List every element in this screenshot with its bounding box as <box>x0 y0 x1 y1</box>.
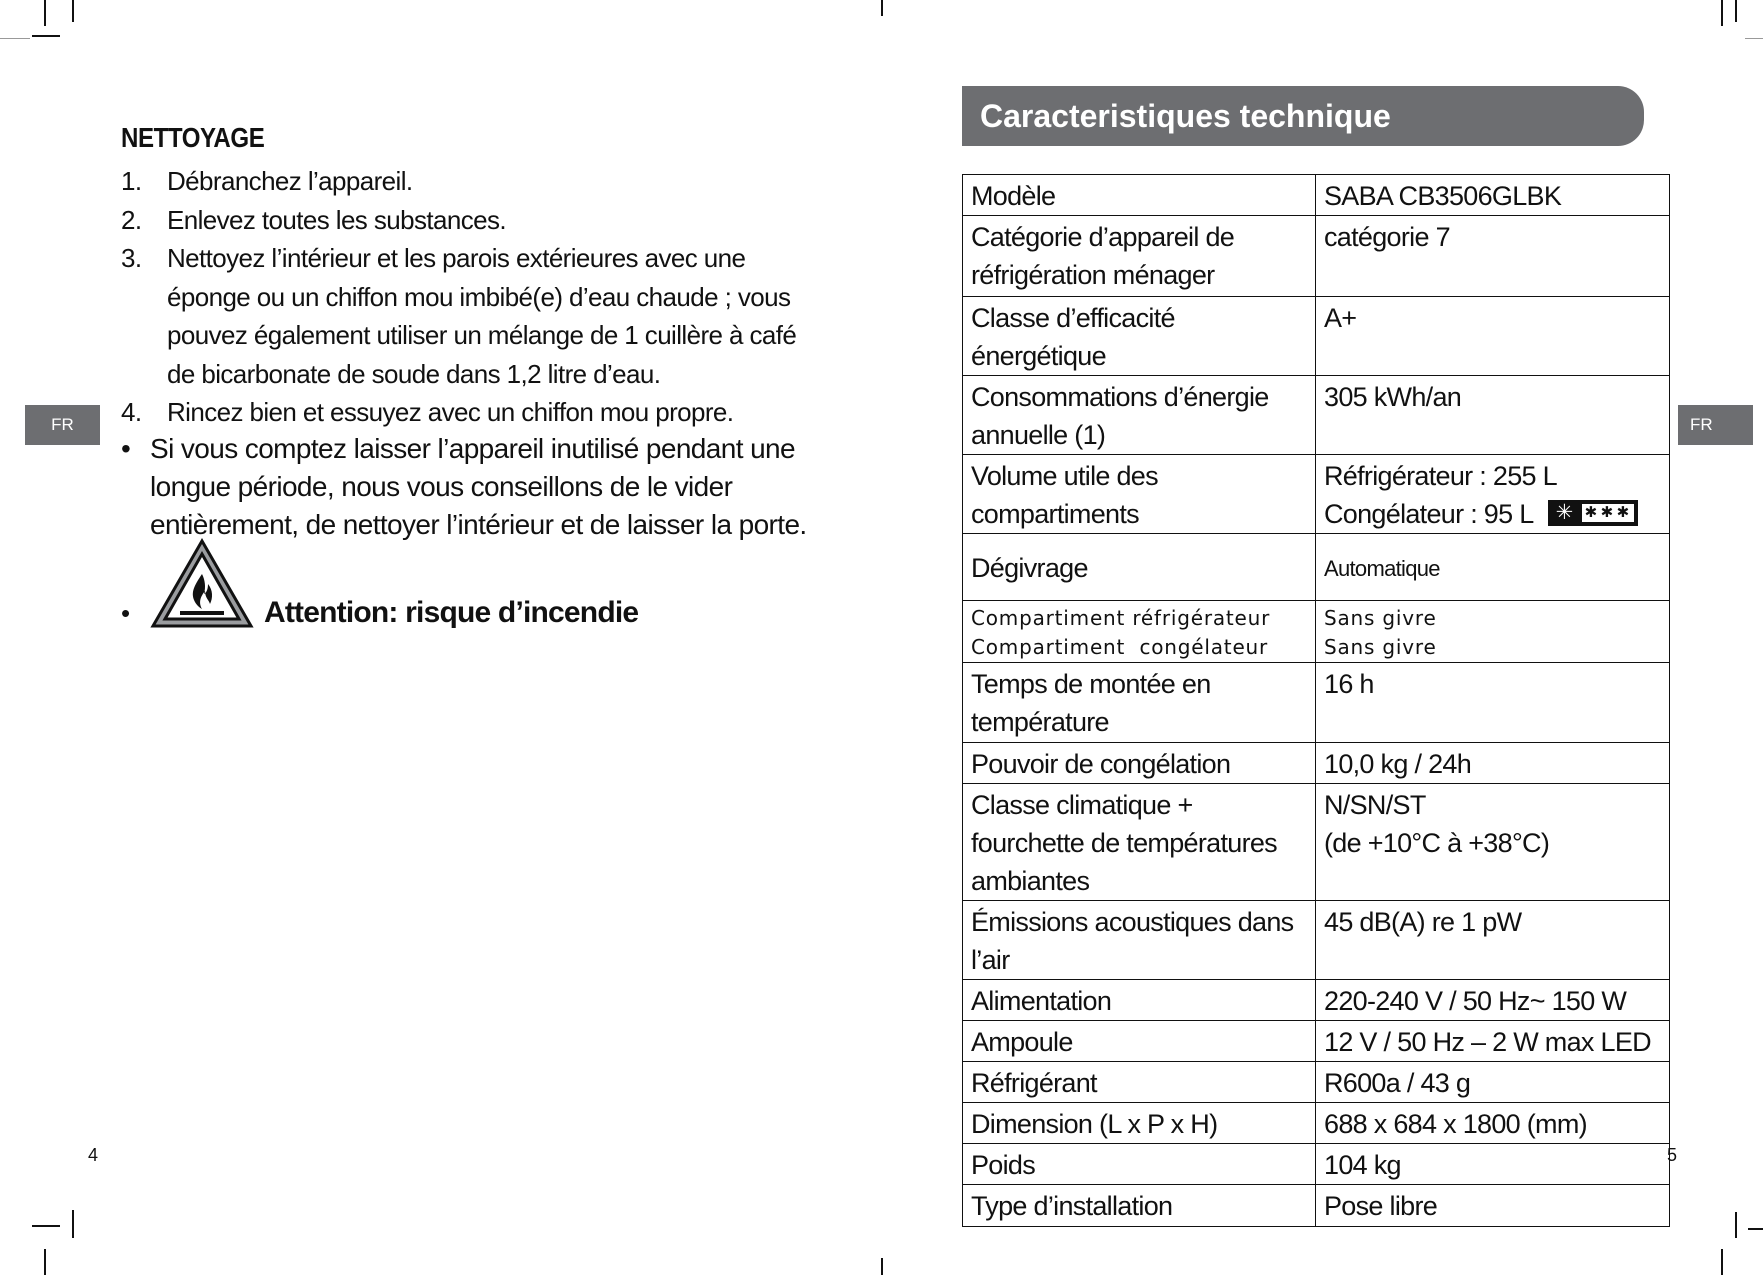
step-number: 3. <box>121 243 142 273</box>
page-number: 5 <box>1667 1145 1678 1165</box>
spec-label: Classe d’efficacité énergétique <box>963 297 1316 376</box>
spec-label: Type d’installation <box>963 1185 1316 1227</box>
table-row <box>963 663 1670 743</box>
fridge-compartment-label: Compartiment réfrigérateur <box>971 606 1271 630</box>
bullet-symbol: • <box>121 598 131 628</box>
language-tab: FR <box>25 405 100 445</box>
table-row <box>963 743 1670 784</box>
spec-value: Pose libre <box>1316 1185 1670 1227</box>
fridge-volume: Réfrigérateur : 255 L <box>1324 461 1557 491</box>
spec-label: Dimension (L x P x H) <box>963 1103 1316 1144</box>
climate-class: N/SN/ST <box>1324 790 1426 820</box>
step-number: 4. <box>121 397 142 427</box>
table-row <box>963 455 1670 534</box>
spec-value: 104 kg <box>1316 1144 1670 1185</box>
freezer-volume: Congélateur : 95 L <box>1324 499 1534 529</box>
defrost-value: Automatique <box>1324 556 1440 581</box>
spec-value: 688 x 684 x 1800 (mm) <box>1316 1103 1670 1144</box>
list-item <box>121 201 821 240</box>
step-text: Enlevez toutes les substances. <box>167 204 506 235</box>
list-item <box>121 162 821 201</box>
cleaning-steps <box>121 162 821 432</box>
spec-label <box>963 601 1316 663</box>
fridge-compartment-value: Sans givre <box>1324 606 1437 630</box>
spec-value: 12 V / 50 Hz – 2 W max LED <box>1316 1021 1670 1062</box>
spec-value: 305 kWh/an <box>1316 376 1670 455</box>
section-heading: NETTOYAGE <box>121 122 265 153</box>
spec-label: Réfrigérant <box>963 1062 1316 1103</box>
table-row <box>963 784 1670 901</box>
storage-bullet <box>121 430 821 544</box>
page-number: 4 <box>88 1145 99 1165</box>
spec-value: A+ <box>1316 297 1670 376</box>
step-text: Nettoyez l’intérieur et les parois extérieures avec une éponge ou un chiffon mou imbibé(e) d’eau chaude ; vous pouvez également utiliser un mélange de 1 cuillère à café de bicarbonate de soude dans 1,2 litre d’eau. <box>167 243 797 389</box>
warning-text: Attention: risque d’incendie <box>264 596 639 629</box>
spec-value <box>1316 784 1670 901</box>
spec-value <box>1316 455 1670 534</box>
left-page <box>0 0 880 1275</box>
spec-value: catégorie 7 <box>1316 216 1670 297</box>
spec-label: Classe climatique + fourchette de températures ambiantes <box>963 784 1316 901</box>
step-number: 2. <box>121 204 142 235</box>
spec-value: SABA CB3506GLBK <box>1316 175 1670 216</box>
table-row <box>963 216 1670 297</box>
table-row <box>963 601 1670 663</box>
spec-label: Pouvoir de congélation <box>963 743 1316 784</box>
fire-warning <box>121 538 821 630</box>
spec-label: Consommations d’énergie annuelle (1) <box>963 376 1316 455</box>
spec-label: Catégorie d’appareil de réfrigération ménager <box>963 216 1316 297</box>
table-row <box>963 175 1670 216</box>
freezer-volume-line <box>1324 495 1661 533</box>
language-tab: FR <box>1678 405 1753 445</box>
spec-value: 220-240 V / 50 Hz~ 150 W <box>1316 980 1670 1021</box>
freezer-compartment-value: Sans givre <box>1324 635 1437 659</box>
table-row <box>963 1062 1670 1103</box>
table-row <box>963 297 1670 376</box>
spec-value: 10,0 kg / 24h <box>1316 743 1670 784</box>
step-text: Débranchez l’appareil. <box>167 166 413 196</box>
spec-title-banner: Caracteristiques technique <box>962 86 1644 146</box>
table-row <box>963 901 1670 980</box>
spec-label: Volume utile des compartiments <box>963 455 1316 534</box>
spec-value: 45 dB(A) re 1 pW <box>1316 901 1670 980</box>
step-number: 1. <box>121 166 142 196</box>
bullet-symbol: • <box>121 433 131 464</box>
four-star-freezer-icon: ✳ ✱ ✱ ✱ <box>1548 500 1638 526</box>
spec-table <box>962 174 1670 1227</box>
spec-label: Dégivrage <box>963 534 1316 601</box>
list-item <box>121 239 821 393</box>
spec-label: Ampoule <box>963 1021 1316 1062</box>
table-row <box>963 980 1670 1021</box>
spec-label: Alimentation <box>963 980 1316 1021</box>
spec-value: R600a / 43 g <box>1316 1062 1670 1103</box>
table-row <box>963 534 1670 601</box>
table-row <box>963 1185 1670 1227</box>
ambient-range: (de +10°C à +38°C) <box>1324 828 1550 858</box>
step-text: Rincez bien et essuyez avec un chiffon mou propre. <box>167 397 734 427</box>
table-row <box>963 1144 1670 1185</box>
spec-value <box>1316 534 1670 601</box>
list-item <box>121 393 821 432</box>
spec-value <box>1316 601 1670 663</box>
fire-hazard-icon <box>150 538 254 630</box>
table-row <box>963 376 1670 455</box>
spec-label: Poids <box>963 1144 1316 1185</box>
freezer-compartment-label: Compartiment congélateur <box>971 635 1269 659</box>
table-row <box>963 1021 1670 1062</box>
spec-label: Temps de montée en température <box>963 663 1316 743</box>
table-row <box>963 1103 1670 1144</box>
spec-label: Modèle <box>963 175 1316 216</box>
right-page <box>880 0 1763 1275</box>
bullet-text: Si vous comptez laisser l’appareil inutilisé pendant une longue période, nous vous conseillons de le vider entièrement, de nettoyer l’intérieur et de laisser la porte. <box>150 433 807 540</box>
spec-value: 16 h <box>1316 663 1670 743</box>
spec-label: Émissions acoustiques dans l’air <box>963 901 1316 980</box>
